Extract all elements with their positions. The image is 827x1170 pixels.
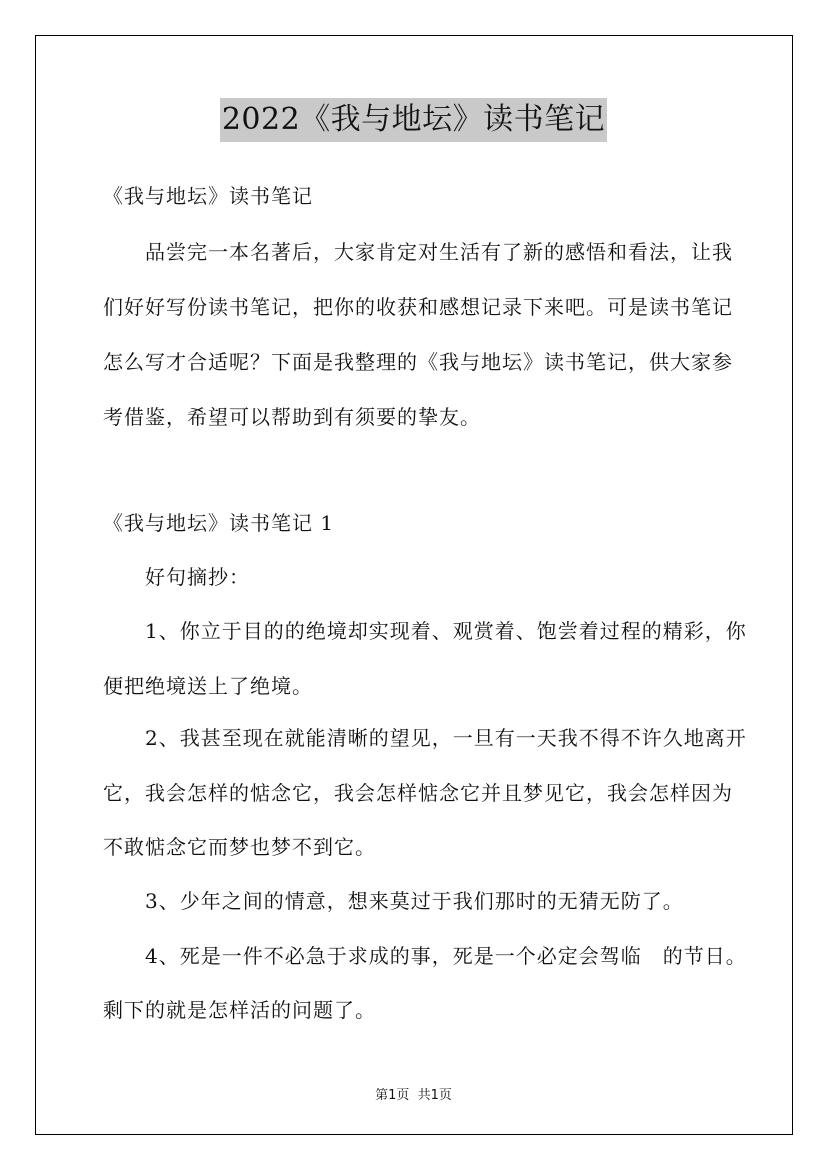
item-line-7: 4、死是一件不必急于求成的事，死是一个必定会驾临 的节日。 xyxy=(145,944,747,968)
page-number: 第1页 xyxy=(375,1088,410,1103)
page-footer xyxy=(0,1084,827,1103)
item-line-2: 便把绝境送上了绝境。 xyxy=(103,674,313,698)
item-line-4: 它，我会怎样的惦念它，我会怎样惦念它并且梦见它，我会怎样因为 xyxy=(103,781,733,805)
title-container xyxy=(0,98,827,142)
item-line-5: 不敢惦念它而梦也梦不到它。 xyxy=(103,835,376,859)
page-total: 共1页 xyxy=(417,1088,452,1103)
subheading: 《我与地坛》读书笔记 xyxy=(103,184,313,208)
intro-line-3: 怎么写才合适呢？下面是我整理的《我与地坛》读书笔记，供大家参 xyxy=(103,350,733,374)
item-line-6: 3、少年之间的情意，想来莫过于我们那时的无猜无防了。 xyxy=(145,889,684,913)
intro-line-4: 考借鉴，希望可以帮助到有须要的挚友。 xyxy=(103,405,481,429)
excerpt-heading: 好句摘抄： xyxy=(145,565,250,589)
item-line-8: 剩下的就是怎样活的问题了。 xyxy=(103,998,376,1022)
intro-line-2: 们好好写份读书笔记，把你的收获和感想记录下来吧。可是读书笔记 xyxy=(103,295,733,319)
section-title: 《我与地坛》读书笔记 1 xyxy=(103,511,335,535)
document-title: 2022《我与地坛》读书笔记 xyxy=(220,98,607,142)
intro-line-1: 品尝完一本名著后，大家肯定对生活有了新的感悟和看法，让我 xyxy=(145,240,733,264)
item-line-1: 1、你立于目的的绝境却实现着、观赏着、饱尝着过程的精彩，你 xyxy=(145,619,747,643)
item-line-3: 2、我甚至现在就能清晰的望见，一旦有一天我不得不许久地离开 xyxy=(145,726,747,750)
